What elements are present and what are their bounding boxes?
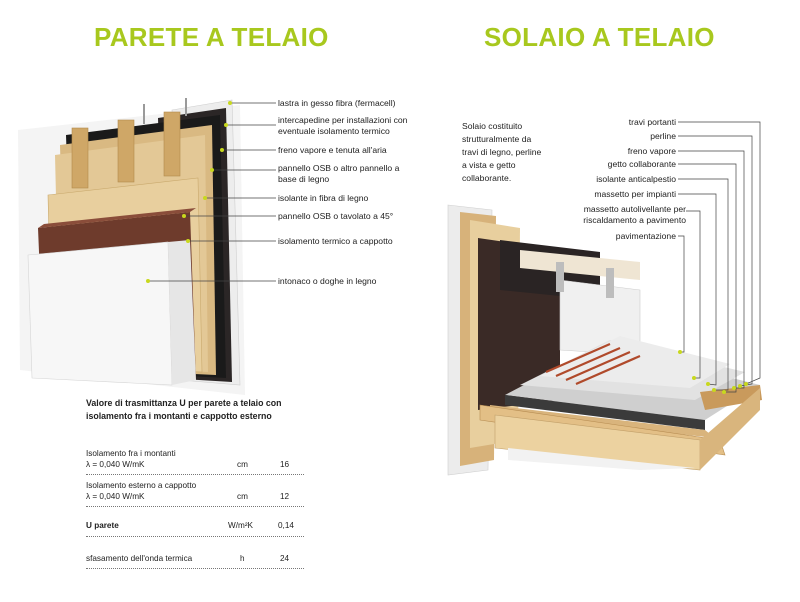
wall-label-vapour-barrier: freno vapore e tenuta all'aria xyxy=(278,145,387,155)
floor-heading: SOLAIO A TELAIO xyxy=(484,22,715,52)
floor-label-beams: travi portanti xyxy=(628,117,676,127)
table-row-unit: cm xyxy=(237,460,248,469)
table-title: Valore di trasmittanza U per parete a telaio con isolamento fra i montanti e cappotto esterno xyxy=(86,398,282,421)
wall-label-osb-boarding: pannello OSB o tavolato a 45° xyxy=(278,211,394,221)
wall-label-wood-fibre: isolante in fibra di legno xyxy=(278,193,369,203)
wall-heading: PARETE A TELAIO xyxy=(94,22,329,52)
table-row-label: Isolamento fra i montanti λ = 0,040 W/mK xyxy=(86,449,176,469)
table-row-value: 12 xyxy=(280,492,290,501)
floor-label-vapour-barrier: freno vapore xyxy=(627,146,676,156)
table-divider xyxy=(86,474,304,475)
table-row-label: sfasamento dell'onda termica xyxy=(86,554,193,563)
floor-label-self-levelling-screed: massetto autolivellante per riscaldamento a pavimento xyxy=(583,204,686,225)
table-row-unit: W/m²K xyxy=(228,521,254,530)
wall-label-render: intonaco o doghe in legno xyxy=(278,276,377,286)
wall-label-external-insulation: isolamento termico a cappotto xyxy=(278,236,393,246)
wall-label-osb-panel: pannello OSB o altro pannello a base di legno xyxy=(278,163,400,184)
floor-label-boards: perline xyxy=(650,131,676,141)
table-row-value: 0,14 xyxy=(278,521,294,530)
wall-label-gypsum-board: lastra in gesso fibra (fermacell) xyxy=(278,98,396,108)
table-row-value: 16 xyxy=(280,460,290,469)
wall-illustration xyxy=(18,98,245,395)
floor-label-impact-insulation: isolante anticalpestio xyxy=(596,174,676,184)
floor-description: Solaio costituito strutturalmente da travi di legno, perline a vista e getto collaborante. xyxy=(462,121,542,183)
table-row-label: Isolamento esterno a cappotto λ = 0,040 W/mK xyxy=(86,481,197,501)
table-row-unit: cm xyxy=(237,492,248,501)
table-divider xyxy=(86,506,304,507)
wall-label-cavity: intercapedine per installazioni con eventuale isolamento termico xyxy=(278,115,408,136)
floor-label-composite-cast: getto collaborante xyxy=(607,159,676,169)
table-row-unit: h xyxy=(240,554,245,563)
table-divider xyxy=(86,568,304,569)
floor-label-flooring: pavimentazione xyxy=(615,231,676,241)
table-row-label: U parete xyxy=(86,521,119,530)
table-row-value: 24 xyxy=(280,554,290,563)
floor-leader-lines xyxy=(678,122,760,392)
floor-illustration xyxy=(448,205,762,478)
table-divider xyxy=(86,536,304,537)
floor-label-service-screed: massetto per impianti xyxy=(594,189,676,199)
